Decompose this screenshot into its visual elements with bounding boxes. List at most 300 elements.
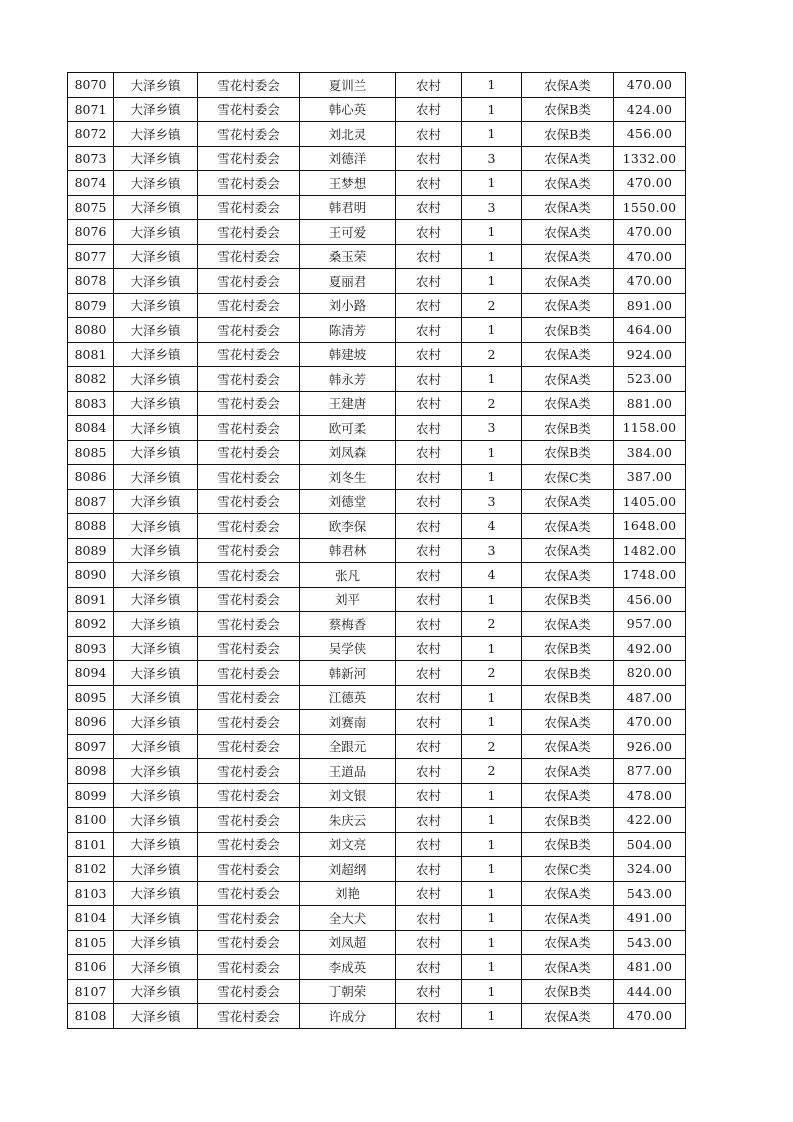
village-committee-cell: 雪花村委会 (198, 342, 300, 367)
household-type-cell: 农村 (396, 783, 462, 808)
village-committee-cell: 雪花村委会 (198, 318, 300, 343)
record-id-cell: 8094 (68, 661, 114, 686)
town-cell: 大泽乡镇 (114, 73, 198, 98)
insurance-category-cell: 农保A类 (522, 906, 614, 931)
household-type-cell: 农村 (396, 587, 462, 612)
household-type-cell: 农村 (396, 636, 462, 661)
person-count-cell: 1 (462, 783, 522, 808)
table-row (68, 979, 686, 1004)
table-row (68, 906, 686, 931)
name-cell: 夏训兰 (300, 73, 396, 98)
town-cell: 大泽乡镇 (114, 391, 198, 416)
town-cell: 大泽乡镇 (114, 881, 198, 906)
table-row (68, 734, 686, 759)
household-type-cell: 农村 (396, 685, 462, 710)
table-row (68, 563, 686, 588)
amount-cell: 926.00 (614, 734, 686, 759)
name-cell: 桑玉荣 (300, 244, 396, 269)
village-committee-cell: 雪花村委会 (198, 1004, 300, 1029)
amount-cell: 523.00 (614, 367, 686, 392)
insurance-category-cell: 农保A类 (522, 342, 614, 367)
record-id-cell: 8083 (68, 391, 114, 416)
amount-cell: 820.00 (614, 661, 686, 686)
amount-cell: 456.00 (614, 587, 686, 612)
insurance-category-cell: 农保B类 (522, 97, 614, 122)
name-cell: 刘德洋 (300, 146, 396, 171)
town-cell: 大泽乡镇 (114, 171, 198, 196)
town-cell: 大泽乡镇 (114, 710, 198, 735)
record-id-cell: 8098 (68, 759, 114, 784)
person-count-cell: 3 (462, 538, 522, 563)
table-row (68, 293, 686, 318)
record-id-cell: 8091 (68, 587, 114, 612)
table-row (68, 636, 686, 661)
person-count-cell: 2 (462, 612, 522, 637)
record-id-cell: 8089 (68, 538, 114, 563)
person-count-cell: 3 (462, 195, 522, 220)
record-id-cell: 8077 (68, 244, 114, 269)
village-committee-cell: 雪花村委会 (198, 832, 300, 857)
record-id-cell: 8081 (68, 342, 114, 367)
record-id-cell: 8105 (68, 930, 114, 955)
household-type-cell: 农村 (396, 514, 462, 539)
household-type-cell: 农村 (396, 391, 462, 416)
person-count-cell: 1 (462, 832, 522, 857)
insurance-category-cell: 农保B类 (522, 122, 614, 147)
insurance-category-cell: 农保A类 (522, 269, 614, 294)
person-count-cell: 2 (462, 759, 522, 784)
record-id-cell: 8088 (68, 514, 114, 539)
household-type-cell: 农村 (396, 195, 462, 220)
table-row (68, 465, 686, 490)
village-committee-cell: 雪花村委会 (198, 612, 300, 637)
person-count-cell: 1 (462, 97, 522, 122)
name-cell: 刘文银 (300, 783, 396, 808)
household-type-cell: 农村 (396, 489, 462, 514)
household-type-cell: 农村 (396, 661, 462, 686)
town-cell: 大泽乡镇 (114, 318, 198, 343)
amount-cell: 504.00 (614, 832, 686, 857)
table-row (68, 857, 686, 882)
record-id-cell: 8108 (68, 1004, 114, 1029)
village-committee-cell: 雪花村委会 (198, 955, 300, 980)
person-count-cell: 2 (462, 734, 522, 759)
record-id-cell: 8084 (68, 416, 114, 441)
insurance-category-cell: 农保A类 (522, 367, 614, 392)
town-cell: 大泽乡镇 (114, 538, 198, 563)
insurance-category-cell: 农保A类 (522, 930, 614, 955)
town-cell: 大泽乡镇 (114, 342, 198, 367)
name-cell: 刘小路 (300, 293, 396, 318)
household-type-cell: 农村 (396, 342, 462, 367)
name-cell: 王道品 (300, 759, 396, 784)
name-cell: 丁朝荣 (300, 979, 396, 1004)
table-row (68, 930, 686, 955)
name-cell: 朱庆云 (300, 808, 396, 833)
name-cell: 夏丽君 (300, 269, 396, 294)
village-committee-cell: 雪花村委会 (198, 146, 300, 171)
village-committee-cell: 雪花村委会 (198, 122, 300, 147)
person-count-cell: 2 (462, 342, 522, 367)
table-row (68, 440, 686, 465)
name-cell: 韩建坡 (300, 342, 396, 367)
village-committee-cell: 雪花村委会 (198, 563, 300, 588)
record-id-cell: 8097 (68, 734, 114, 759)
amount-cell: 924.00 (614, 342, 686, 367)
village-committee-cell: 雪花村委会 (198, 367, 300, 392)
person-count-cell: 1 (462, 244, 522, 269)
table-row (68, 710, 686, 735)
household-type-cell: 农村 (396, 734, 462, 759)
table-row (68, 808, 686, 833)
amount-cell: 470.00 (614, 710, 686, 735)
village-committee-cell: 雪花村委会 (198, 97, 300, 122)
insurance-category-cell: 农保A类 (522, 1004, 614, 1029)
household-type-cell: 农村 (396, 710, 462, 735)
insurance-category-cell: 农保B类 (522, 832, 614, 857)
town-cell: 大泽乡镇 (114, 685, 198, 710)
name-cell: 刘北灵 (300, 122, 396, 147)
village-committee-cell: 雪花村委会 (198, 661, 300, 686)
town-cell: 大泽乡镇 (114, 612, 198, 637)
village-committee-cell: 雪花村委会 (198, 73, 300, 98)
person-count-cell: 1 (462, 440, 522, 465)
amount-cell: 384.00 (614, 440, 686, 465)
table-row (68, 73, 686, 98)
amount-cell: 1748.00 (614, 563, 686, 588)
name-cell: 欧可柔 (300, 416, 396, 441)
town-cell: 大泽乡镇 (114, 97, 198, 122)
person-count-cell: 1 (462, 220, 522, 245)
record-id-cell: 8070 (68, 73, 114, 98)
amount-cell: 422.00 (614, 808, 686, 833)
household-type-cell: 农村 (396, 906, 462, 931)
household-type-cell: 农村 (396, 955, 462, 980)
household-type-cell: 农村 (396, 293, 462, 318)
table-row (68, 783, 686, 808)
village-committee-cell: 雪花村委会 (198, 220, 300, 245)
person-count-cell: 2 (462, 661, 522, 686)
town-cell: 大泽乡镇 (114, 195, 198, 220)
amount-cell: 492.00 (614, 636, 686, 661)
insurance-category-cell: 农保A类 (522, 195, 614, 220)
village-committee-cell: 雪花村委会 (198, 734, 300, 759)
village-committee-cell: 雪花村委会 (198, 759, 300, 784)
household-type-cell: 农村 (396, 122, 462, 147)
town-cell: 大泽乡镇 (114, 832, 198, 857)
person-count-cell: 1 (462, 857, 522, 882)
household-type-cell: 农村 (396, 318, 462, 343)
record-id-cell: 8095 (68, 685, 114, 710)
name-cell: 欧李保 (300, 514, 396, 539)
town-cell: 大泽乡镇 (114, 1004, 198, 1029)
village-committee-cell: 雪花村委会 (198, 685, 300, 710)
table-row (68, 97, 686, 122)
amount-cell: 481.00 (614, 955, 686, 980)
person-count-cell: 1 (462, 318, 522, 343)
table-row (68, 342, 686, 367)
person-count-cell: 1 (462, 171, 522, 196)
table-row (68, 514, 686, 539)
village-committee-cell: 雪花村委会 (198, 587, 300, 612)
name-cell: 刘凤超 (300, 930, 396, 955)
name-cell: 许成分 (300, 1004, 396, 1029)
amount-cell: 470.00 (614, 1004, 686, 1029)
amount-cell: 470.00 (614, 73, 686, 98)
person-count-cell: 1 (462, 881, 522, 906)
record-id-cell: 8076 (68, 220, 114, 245)
record-id-cell: 8080 (68, 318, 114, 343)
name-cell: 全大犬 (300, 906, 396, 931)
table-row (68, 587, 686, 612)
household-type-cell: 农村 (396, 881, 462, 906)
table-row (68, 269, 686, 294)
record-id-cell: 8075 (68, 195, 114, 220)
name-cell: 江德英 (300, 685, 396, 710)
insurance-category-cell: 农保A类 (522, 293, 614, 318)
village-committee-cell: 雪花村委会 (198, 416, 300, 441)
name-cell: 韩心英 (300, 97, 396, 122)
person-count-cell: 3 (462, 146, 522, 171)
person-count-cell: 1 (462, 587, 522, 612)
town-cell: 大泽乡镇 (114, 244, 198, 269)
record-id-cell: 8086 (68, 465, 114, 490)
insurance-category-cell: 农保A类 (522, 244, 614, 269)
town-cell: 大泽乡镇 (114, 563, 198, 588)
record-id-cell: 8072 (68, 122, 114, 147)
amount-cell: 324.00 (614, 857, 686, 882)
record-id-cell: 8073 (68, 146, 114, 171)
household-type-cell: 农村 (396, 269, 462, 294)
roster-table-body (68, 73, 686, 1029)
record-id-cell: 8093 (68, 636, 114, 661)
amount-cell: 881.00 (614, 391, 686, 416)
amount-cell: 464.00 (614, 318, 686, 343)
insurance-category-cell: 农保A类 (522, 220, 614, 245)
table-row (68, 759, 686, 784)
insurance-category-cell: 农保A类 (522, 759, 614, 784)
town-cell: 大泽乡镇 (114, 857, 198, 882)
insurance-category-cell: 农保A类 (522, 710, 614, 735)
household-type-cell: 农村 (396, 979, 462, 1004)
name-cell: 王梦想 (300, 171, 396, 196)
table-row (68, 195, 686, 220)
village-committee-cell: 雪花村委会 (198, 538, 300, 563)
table-row (68, 538, 686, 563)
table-row (68, 612, 686, 637)
name-cell: 蔡梅香 (300, 612, 396, 637)
person-count-cell: 3 (462, 489, 522, 514)
insurance-category-cell: 农保A类 (522, 489, 614, 514)
insurance-category-cell: 农保C类 (522, 857, 614, 882)
person-count-cell: 1 (462, 955, 522, 980)
insurance-category-cell: 农保A类 (522, 955, 614, 980)
insurance-category-cell: 农保B类 (522, 440, 614, 465)
household-type-cell: 农村 (396, 538, 462, 563)
record-id-cell: 8104 (68, 906, 114, 931)
table-row (68, 220, 686, 245)
person-count-cell: 2 (462, 391, 522, 416)
town-cell: 大泽乡镇 (114, 269, 198, 294)
town-cell: 大泽乡镇 (114, 587, 198, 612)
insurance-category-cell: 农保A类 (522, 73, 614, 98)
insurance-category-cell: 农保B类 (522, 685, 614, 710)
record-id-cell: 8107 (68, 979, 114, 1004)
table-row (68, 881, 686, 906)
person-count-cell: 1 (462, 979, 522, 1004)
amount-cell: 543.00 (614, 881, 686, 906)
town-cell: 大泽乡镇 (114, 783, 198, 808)
town-cell: 大泽乡镇 (114, 661, 198, 686)
town-cell: 大泽乡镇 (114, 734, 198, 759)
village-committee-cell: 雪花村委会 (198, 195, 300, 220)
record-id-cell: 8096 (68, 710, 114, 735)
name-cell: 刘凤森 (300, 440, 396, 465)
table-row (68, 367, 686, 392)
village-committee-cell: 雪花村委会 (198, 293, 300, 318)
town-cell: 大泽乡镇 (114, 489, 198, 514)
person-count-cell: 1 (462, 636, 522, 661)
village-committee-cell: 雪花村委会 (198, 171, 300, 196)
amount-cell: 470.00 (614, 220, 686, 245)
table-row (68, 416, 686, 441)
table-row (68, 685, 686, 710)
village-committee-cell: 雪花村委会 (198, 465, 300, 490)
table-row (68, 661, 686, 686)
household-type-cell: 农村 (396, 367, 462, 392)
village-committee-cell: 雪花村委会 (198, 269, 300, 294)
amount-cell: 470.00 (614, 244, 686, 269)
insurance-category-cell: 农保B类 (522, 587, 614, 612)
insurance-category-cell: 农保A类 (522, 734, 614, 759)
record-id-cell: 8079 (68, 293, 114, 318)
person-count-cell: 1 (462, 685, 522, 710)
name-cell: 王建唐 (300, 391, 396, 416)
person-count-cell: 1 (462, 122, 522, 147)
town-cell: 大泽乡镇 (114, 930, 198, 955)
name-cell: 刘文亮 (300, 832, 396, 857)
amount-cell: 470.00 (614, 269, 686, 294)
insurance-category-cell: 农保A类 (522, 146, 614, 171)
household-type-cell: 农村 (396, 832, 462, 857)
household-type-cell: 农村 (396, 73, 462, 98)
table-row (68, 489, 686, 514)
amount-cell: 1482.00 (614, 538, 686, 563)
record-id-cell: 8099 (68, 783, 114, 808)
household-type-cell: 农村 (396, 857, 462, 882)
town-cell: 大泽乡镇 (114, 979, 198, 1004)
town-cell: 大泽乡镇 (114, 440, 198, 465)
amount-cell: 1332.00 (614, 146, 686, 171)
amount-cell: 456.00 (614, 122, 686, 147)
name-cell: 韩新河 (300, 661, 396, 686)
name-cell: 韩君林 (300, 538, 396, 563)
person-count-cell: 1 (462, 367, 522, 392)
person-count-cell: 1 (462, 808, 522, 833)
amount-cell: 1405.00 (614, 489, 686, 514)
record-id-cell: 8082 (68, 367, 114, 392)
insurance-category-cell: 农保A类 (522, 538, 614, 563)
table-row (68, 1004, 686, 1029)
name-cell: 刘艳 (300, 881, 396, 906)
amount-cell: 1648.00 (614, 514, 686, 539)
amount-cell: 487.00 (614, 685, 686, 710)
village-committee-cell: 雪花村委会 (198, 440, 300, 465)
town-cell: 大泽乡镇 (114, 636, 198, 661)
town-cell: 大泽乡镇 (114, 808, 198, 833)
record-id-cell: 8087 (68, 489, 114, 514)
household-type-cell: 农村 (396, 563, 462, 588)
village-committee-cell: 雪花村委会 (198, 244, 300, 269)
village-committee-cell: 雪花村委会 (198, 881, 300, 906)
insurance-category-cell: 农保B类 (522, 416, 614, 441)
record-id-cell: 8078 (68, 269, 114, 294)
insurance-category-cell: 农保A类 (522, 881, 614, 906)
name-cell: 刘冬生 (300, 465, 396, 490)
person-count-cell: 1 (462, 930, 522, 955)
village-committee-cell: 雪花村委会 (198, 489, 300, 514)
household-type-cell: 农村 (396, 220, 462, 245)
name-cell: 韩君明 (300, 195, 396, 220)
town-cell: 大泽乡镇 (114, 906, 198, 931)
town-cell: 大泽乡镇 (114, 122, 198, 147)
amount-cell: 491.00 (614, 906, 686, 931)
household-type-cell: 农村 (396, 1004, 462, 1029)
table-row (68, 832, 686, 857)
town-cell: 大泽乡镇 (114, 759, 198, 784)
person-count-cell: 2 (462, 293, 522, 318)
amount-cell: 387.00 (614, 465, 686, 490)
town-cell: 大泽乡镇 (114, 220, 198, 245)
household-type-cell: 农村 (396, 244, 462, 269)
insurance-category-cell: 农保B类 (522, 636, 614, 661)
insurance-category-cell: 农保B类 (522, 661, 614, 686)
household-type-cell: 农村 (396, 146, 462, 171)
record-id-cell: 8074 (68, 171, 114, 196)
name-cell: 刘赛南 (300, 710, 396, 735)
name-cell: 韩永芳 (300, 367, 396, 392)
name-cell: 李成英 (300, 955, 396, 980)
record-id-cell: 8100 (68, 808, 114, 833)
household-type-cell: 农村 (396, 465, 462, 490)
town-cell: 大泽乡镇 (114, 514, 198, 539)
record-id-cell: 8102 (68, 857, 114, 882)
amount-cell: 470.00 (614, 171, 686, 196)
insurance-category-cell: 农保A类 (522, 171, 614, 196)
village-committee-cell: 雪花村委会 (198, 930, 300, 955)
record-id-cell: 8101 (68, 832, 114, 857)
table-row (68, 318, 686, 343)
record-id-cell: 8071 (68, 97, 114, 122)
village-committee-cell: 雪花村委会 (198, 636, 300, 661)
amount-cell: 891.00 (614, 293, 686, 318)
village-committee-cell: 雪花村委会 (198, 783, 300, 808)
name-cell: 刘德堂 (300, 489, 396, 514)
table-row (68, 955, 686, 980)
name-cell: 陈清芳 (300, 318, 396, 343)
household-type-cell: 农村 (396, 97, 462, 122)
person-count-cell: 1 (462, 465, 522, 490)
town-cell: 大泽乡镇 (114, 955, 198, 980)
insurance-category-cell: 农保B类 (522, 318, 614, 343)
village-committee-cell: 雪花村委会 (198, 391, 300, 416)
insurance-category-cell: 农保B类 (522, 808, 614, 833)
village-committee-cell: 雪花村委会 (198, 857, 300, 882)
name-cell: 刘超纲 (300, 857, 396, 882)
amount-cell: 877.00 (614, 759, 686, 784)
name-cell: 王可爱 (300, 220, 396, 245)
name-cell: 全跟元 (300, 734, 396, 759)
